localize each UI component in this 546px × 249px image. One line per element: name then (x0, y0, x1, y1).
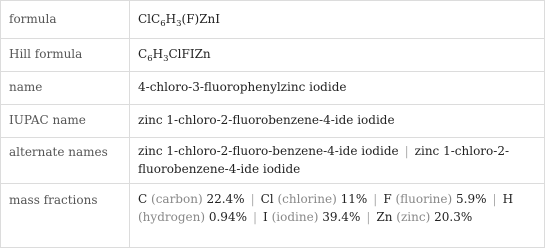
fraction-entry: F (fluorine) 5.9% (383, 192, 487, 206)
table-row-hill-formula (1, 38, 544, 71)
hill-formula-value: $C_6H_3ClFIZn$ (138, 47, 211, 64)
fraction-entry: H (hydrogen) 0.94% (138, 192, 514, 224)
row-label-alternate-names: alternate names (9, 145, 108, 159)
row-label-formula: formula (9, 12, 57, 26)
separator: | (404, 144, 409, 158)
iupac-name-value: zinc 1-chloro-2-fluorobenzene-4-ide iodide (138, 113, 395, 127)
formula-value: $ClC_6H_3(F)ZnI$ (138, 12, 221, 29)
separator: | (373, 192, 378, 206)
separator: | (252, 210, 258, 224)
name-value: 4-chloro-3-fluorophenylzinc iodide (138, 80, 347, 94)
mass-fractions-value (138, 190, 538, 226)
table-row-formula (1, 1, 544, 38)
fraction-entry: Zn (zinc) 20.3% (376, 210, 473, 224)
separator: | (250, 192, 255, 206)
fraction-entry: Cl (chlorine) 11% (260, 192, 368, 206)
separator: | (492, 192, 497, 206)
table-row-alternate-names (1, 137, 544, 183)
separator: | (366, 210, 371, 224)
fraction-entry: I (iodine) 39.4% (263, 210, 361, 224)
table-row-mass-fractions (1, 183, 544, 249)
row-label-name: name (9, 80, 43, 94)
fraction-entry: C (carbon) 22.4% (138, 192, 245, 206)
row-label-iupac-name: IUPAC name (9, 113, 86, 127)
alternate-names-value (138, 142, 538, 178)
alternate-name: zinc 1-chloro-2-fluoro-benzene-4-ide iodide (138, 144, 399, 158)
alternate-name: zinc 1-chloro-2-fluorobenzene-4-ide iodide (138, 144, 510, 176)
row-label-mass-fractions: mass fractions (9, 193, 98, 207)
row-label-hill-formula: Hill formula (9, 47, 83, 61)
table-row-name (1, 71, 544, 104)
table-row-iupac-name (1, 104, 544, 137)
